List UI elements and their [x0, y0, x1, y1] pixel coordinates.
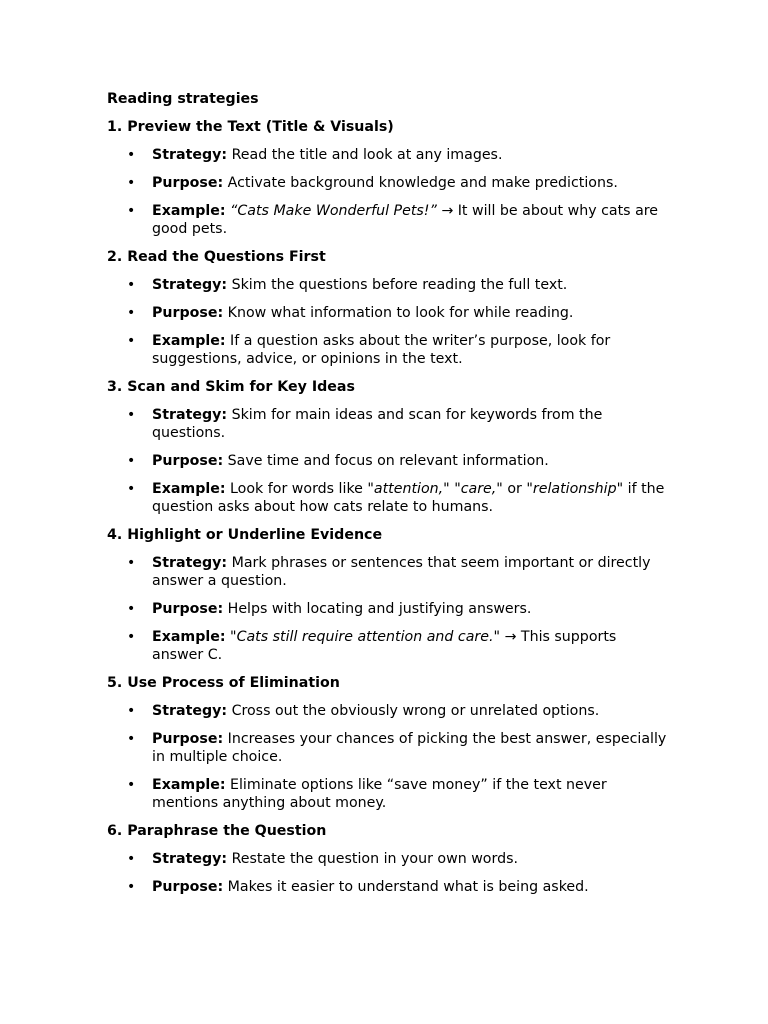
- item-label: Strategy:: [152, 851, 228, 867]
- item-text: → It will be about why cats are good pets.: [152, 203, 659, 237]
- section: [107, 822, 667, 896]
- item-label: Example:: [152, 203, 226, 219]
- item-text: " if the question asks about how cats relate to humans.: [152, 481, 665, 515]
- item-text: Save time and focus on relevant information.: [223, 453, 549, 469]
- item-emphasis: Cats still require attention and care.: [236, 629, 494, 645]
- item-text: ": [225, 629, 237, 645]
- sections-container: [107, 118, 667, 896]
- item-text: Restate the question in your own words.: [227, 851, 518, 867]
- item-text: Helps with locating and justifying answers.: [223, 601, 532, 617]
- bullet-list: [107, 146, 667, 238]
- section-heading: 1. Preview the Text (Title & Visuals): [107, 119, 394, 135]
- list-item: [107, 332, 667, 368]
- section-heading: 5. Use Process of Elimination: [107, 675, 340, 691]
- item-emphasis: care,: [460, 481, 497, 497]
- item-text: Skim the questions before reading the full text.: [227, 277, 568, 293]
- list-item: [107, 202, 667, 238]
- bullet-list: [107, 850, 667, 896]
- item-text: Makes it easier to understand what is being asked.: [223, 879, 589, 895]
- list-item: [107, 730, 667, 766]
- list-item: [107, 304, 667, 322]
- item-text: Read the title and look at any images.: [227, 147, 503, 163]
- item-text: Eliminate options like “save money” if the text never mentions anything about money.: [152, 777, 607, 811]
- item-label: Example:: [152, 629, 226, 645]
- item-emphasis: relationship: [532, 481, 617, 497]
- list-item: [107, 174, 667, 192]
- bullet-list: [107, 702, 667, 812]
- item-label: Strategy:: [152, 407, 228, 423]
- list-item: [107, 628, 667, 664]
- item-label: Purpose:: [152, 601, 224, 617]
- item-text: " or ": [496, 481, 533, 497]
- item-emphasis: “Cats Make Wonderful Pets!”: [230, 203, 437, 219]
- list-item: [107, 480, 667, 516]
- item-text: Activate background knowledge and make predictions.: [223, 175, 618, 191]
- item-label: Purpose:: [152, 731, 224, 747]
- item-label: Strategy:: [152, 147, 228, 163]
- document-title: Reading strategies: [107, 91, 259, 107]
- bullet-list: [107, 406, 667, 516]
- section-heading: 2. Read the Questions First: [107, 249, 326, 265]
- list-item: [107, 146, 667, 164]
- list-item: [107, 452, 667, 470]
- section: [107, 674, 667, 812]
- list-item: [107, 600, 667, 618]
- item-text: " ": [443, 481, 461, 497]
- section: [107, 378, 667, 516]
- item-text: If a question asks about the writer’s purpose, look for suggestions, advice, or opinions in the text.: [152, 333, 611, 367]
- item-label: Purpose:: [152, 305, 224, 321]
- item-text: Know what information to look for while reading.: [223, 305, 574, 321]
- list-item: [107, 406, 667, 442]
- bullet-list: [107, 554, 667, 664]
- section: [107, 118, 667, 238]
- section: [107, 248, 667, 368]
- section-heading: 6. Paraphrase the Question: [107, 823, 327, 839]
- item-label: Purpose:: [152, 175, 224, 191]
- item-emphasis: attention,: [373, 481, 444, 497]
- section: [107, 526, 667, 664]
- item-label: Purpose:: [152, 879, 224, 895]
- list-item: [107, 878, 667, 896]
- section-heading: 4. Highlight or Underline Evidence: [107, 527, 383, 543]
- item-label: Purpose:: [152, 453, 224, 469]
- item-label: Example:: [152, 333, 226, 349]
- list-item: [107, 554, 667, 590]
- section-heading: 3. Scan and Skim for Key Ideas: [107, 379, 355, 395]
- list-item: [107, 702, 667, 720]
- item-label: Strategy:: [152, 555, 228, 571]
- list-item: [107, 850, 667, 868]
- document-content: [107, 90, 667, 906]
- item-label: Strategy:: [152, 277, 228, 293]
- item-text: " → This supports answer C.: [152, 629, 617, 663]
- list-item: [107, 276, 667, 294]
- item-text: Skim for main ideas and scan for keywords from the questions.: [152, 407, 603, 441]
- item-label: Example:: [152, 481, 226, 497]
- bullet-list: [107, 276, 667, 368]
- item-text: Cross out the obviously wrong or unrelated options.: [227, 703, 600, 719]
- item-text: Look for words like ": [225, 481, 374, 497]
- item-text: Increases your chances of picking the best answer, especially in multiple choice.: [152, 731, 667, 765]
- item-label: Strategy:: [152, 703, 228, 719]
- list-item: [107, 776, 667, 812]
- item-text: Mark phrases or sentences that seem important or directly answer a question.: [152, 555, 651, 589]
- item-label: Example:: [152, 777, 226, 793]
